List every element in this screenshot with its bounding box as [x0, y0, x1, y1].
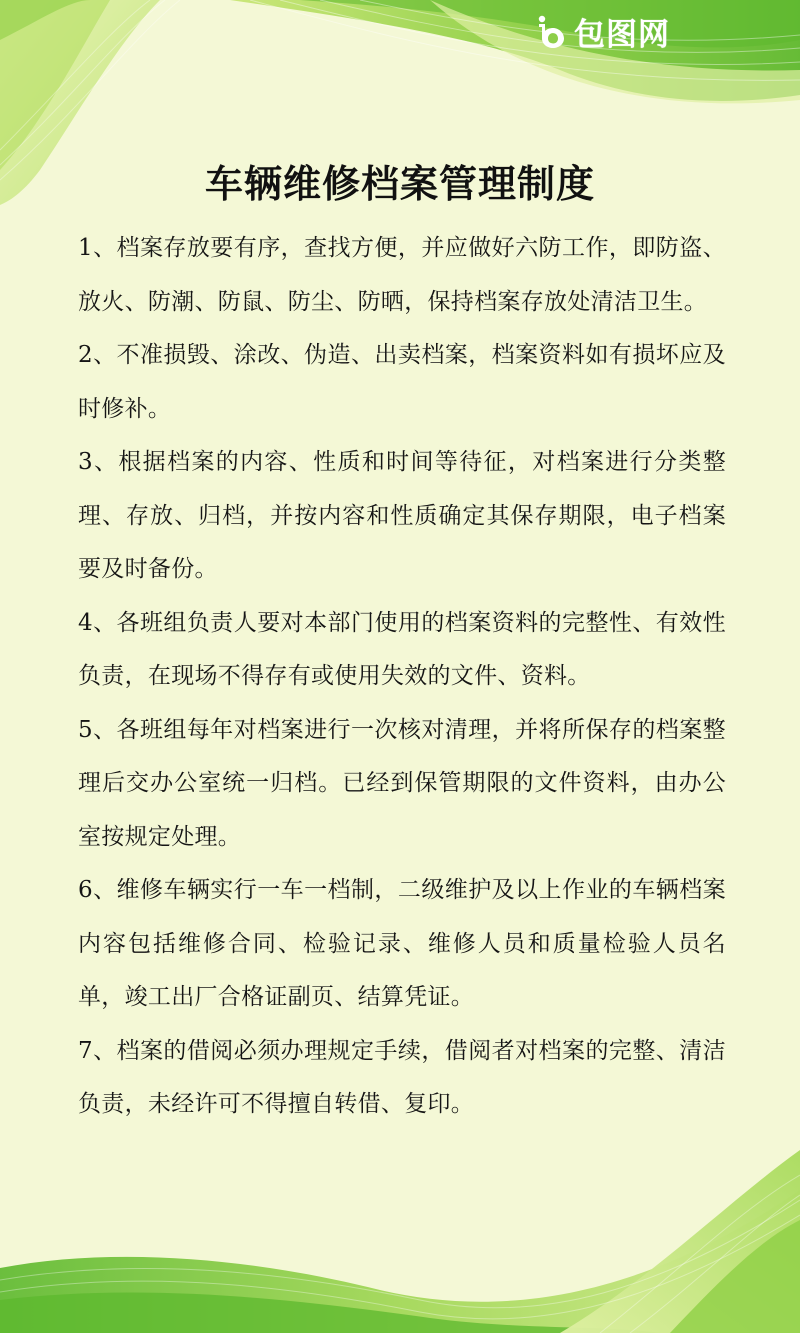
rule-item-6: 6、维修车辆实行一车一档制，二级维护及以上作业的车辆档案内容包括维修合同、检验记录、维修人员和质量检验人员名单，竣工出厂合格证副页、结算凭证。 — [78, 877, 726, 1010]
rule-item-3: 3、根据档案的内容、性质和时间等待征，对档案进行分类整理、存放、归档，并按内容和性质确定其保存期限，电子档案要及时备份。 — [78, 449, 726, 582]
logo-text: 包图网 — [574, 16, 670, 53]
rules-list — [78, 222, 726, 1132]
page-title: 车辆维修档案管理制度 — [204, 162, 595, 206]
baotu-logo-icon — [534, 14, 568, 48]
rule-item-4: 4、各班组负责人要对本部门使用的档案资料的完整性、有效性负责，在现场不得存有或使用失效的文件、资料。 — [78, 609, 726, 689]
brand-logo — [534, 10, 694, 52]
rule-item-2: 2、不准损毁、涂改、伪造、出卖档案，档案资料如有损坏应及时修补。 — [78, 342, 726, 422]
rule-item-7: 7、档案的借阅必须办理规定手续，借阅者对档案的完整、清洁负责，未经许可不得擅自转借、复印。 — [78, 1037, 726, 1117]
rule-item-1: 1、档案存放要有序，查找方便，并应做好六防工作，即防盗、放火、防潮、防鼠、防尘、防晒，保持档案存放处清洁卫生。 — [78, 235, 726, 315]
rule-item-5: 5、各班组每年对档案进行一次核对清理，并将所保存的档案整理后交办公室统一归档。已经到保管期限的文件资料，由办公室按规定处理。 — [78, 716, 726, 850]
